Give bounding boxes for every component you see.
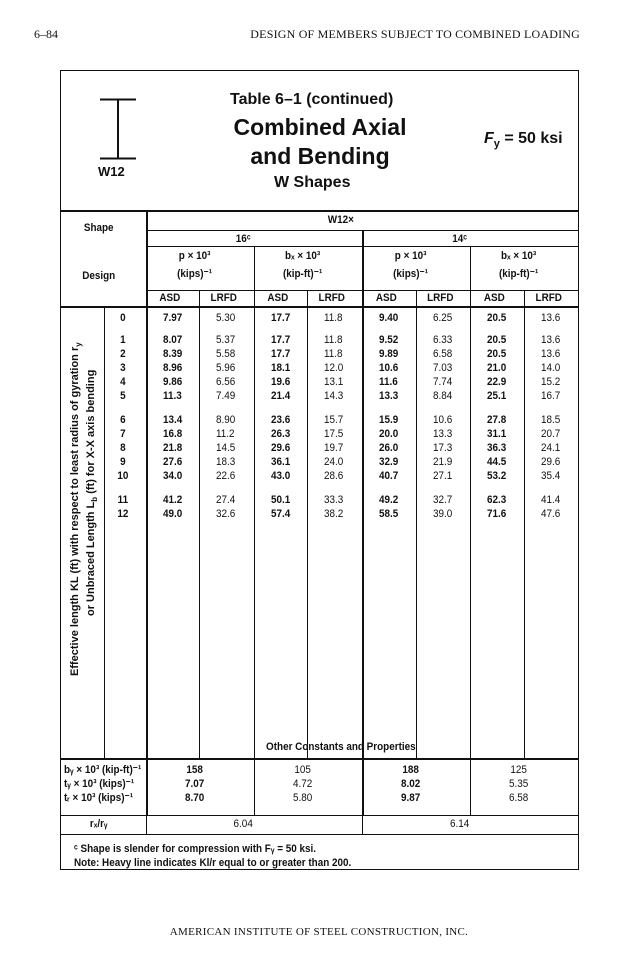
- constant-value-r2-c2: 9.87: [400, 792, 421, 804]
- cell-r1-c7: 13.6: [541, 334, 561, 346]
- ratio-label: rₓ/rᵧ: [89, 818, 108, 830]
- axis-label-sub: y: [74, 342, 83, 347]
- cell-r5-c1: 7.49: [216, 390, 236, 402]
- cell-r12-c7: 47.6: [541, 508, 561, 520]
- cell-r5-c3: 14.3: [324, 390, 344, 402]
- cell-r10-c7: 35.4: [541, 470, 561, 482]
- cell-r2-c3: 11.8: [324, 348, 343, 360]
- fy-subscript: y: [493, 138, 500, 151]
- cell-r5-c7: 16.7: [541, 390, 561, 402]
- cell-r0-c5: 6.25: [433, 312, 453, 324]
- constant-value-r1-c3: 5.35: [508, 778, 529, 790]
- cell-r8-c1: 14.5: [216, 442, 236, 454]
- cell-r0-c2: 17.7: [271, 312, 291, 324]
- cell-r10-c1: 22.6: [216, 470, 236, 482]
- cell-r12-c2: 57.4: [271, 508, 291, 520]
- cell-r6-c7: 18.5: [541, 414, 561, 426]
- cell-r9-c7: 29.6: [541, 456, 561, 468]
- cell-r1-c2: 17.7: [271, 334, 291, 346]
- design-label: Design: [82, 270, 116, 282]
- cell-r12-c1: 32.6: [216, 508, 236, 520]
- cell-r1-c4: 9.52: [379, 334, 399, 346]
- col-rule-6: [470, 246, 471, 758]
- cell-r0-c3: 11.8: [324, 312, 343, 324]
- cell-r7-c3: 17.5: [324, 428, 344, 440]
- cell-r3-c5: 7.03: [433, 362, 453, 374]
- rule-body-bottom: [60, 758, 579, 760]
- cell-r4-c6: 22.9: [487, 376, 507, 388]
- constant-value-r1-c0: 7.07: [184, 778, 205, 790]
- cell-r4-c4: 11.6: [379, 376, 398, 388]
- cell-r10-c2: 43.0: [271, 470, 291, 482]
- cell-r9-c6: 44.5: [487, 456, 507, 468]
- cell-r10-c4: 40.7: [379, 470, 399, 482]
- footnote-heavy-line: Note: Heavy line indicates Kl/r equal to or greater than 200.: [74, 857, 352, 869]
- page-number: 6–84: [34, 27, 58, 41]
- cell-r5-c4: 13.3: [379, 390, 399, 402]
- cell-r8-c2: 29.6: [271, 442, 291, 454]
- table-title: [218, 113, 422, 171]
- cell-r7-c7: 20.7: [541, 428, 561, 440]
- constant-value-r1-c1: 4.72: [292, 778, 313, 790]
- cell-r1-c5: 6.33: [433, 334, 453, 346]
- constant-value-r0-c0: 158: [186, 764, 203, 776]
- cell-r3-c1: 5.96: [216, 362, 236, 374]
- cell-r2-c0: 8.39: [163, 348, 183, 360]
- method-header-5: LRFD: [427, 292, 454, 304]
- cell-r9-c4: 32.9: [379, 456, 399, 468]
- fy-value: = 50 ksi: [499, 130, 563, 147]
- cell-r5-c5: 8.84: [433, 390, 453, 402]
- cell-r11-c0: 41.2: [163, 494, 183, 506]
- cell-r6-c5: 10.6: [433, 414, 453, 426]
- cell-r8-c0: 21.8: [163, 442, 183, 454]
- constant-value-r2-c3: 6.58: [508, 792, 529, 804]
- cell-r9-c1: 18.3: [216, 456, 236, 468]
- kl-value-3: 3: [120, 362, 126, 374]
- axis-label-sub2: b: [90, 496, 99, 502]
- constant-value-r1-c2: 8.02: [400, 778, 421, 790]
- axis-label-line2: [85, 370, 99, 616]
- cell-r1-c6: 20.5: [487, 334, 507, 346]
- kl-value-7: 7: [120, 428, 126, 440]
- cell-r0-c0: 7.97: [163, 312, 183, 324]
- cell-r2-c5: 6.58: [433, 348, 453, 360]
- cell-r6-c3: 15.7: [324, 414, 344, 426]
- kl-value-9: 9: [120, 456, 126, 468]
- cell-r11-c5: 32.7: [433, 494, 453, 506]
- cell-r3-c4: 10.6: [379, 362, 399, 374]
- rule-constants-bottom: [60, 815, 579, 816]
- footer-publisher: AMERICAN INSTITUTE OF STEEL CONSTRUCTION, INC.: [169, 926, 469, 938]
- axis-label-line2-rest: (ft) for X-X axis bending: [85, 369, 97, 497]
- method-header-3: LRFD: [318, 292, 345, 304]
- shape-14: 14ᶜ: [452, 233, 468, 245]
- cell-r11-c2: 50.1: [271, 494, 291, 506]
- cell-r7-c2: 26.3: [271, 428, 291, 440]
- shape-label: Shape: [83, 222, 114, 234]
- shape-16: 16ᶜ: [235, 233, 251, 245]
- cell-r4-c3: 13.1: [324, 376, 344, 388]
- method-header-0: ASD: [159, 292, 181, 304]
- kl-value-8: 8: [120, 442, 126, 454]
- rule-ratio-bottom: [60, 834, 579, 835]
- cell-r2-c1: 5.58: [216, 348, 236, 360]
- cell-r9-c5: 21.9: [433, 456, 453, 468]
- method-header-6: ASD: [483, 292, 505, 304]
- col-rule-4: [362, 230, 364, 758]
- cell-r7-c6: 31.1: [487, 428, 507, 440]
- constant-label-1: tᵧ × 10³ (kips)⁻¹: [64, 778, 135, 790]
- cell-r12-c6: 71.6: [487, 508, 507, 520]
- cell-r5-c0: 11.3: [163, 390, 182, 402]
- kl-value-10: 10: [117, 470, 129, 482]
- cell-r8-c6: 36.3: [487, 442, 507, 454]
- shape-family: W12×: [327, 214, 354, 226]
- cell-r6-c0: 13.4: [163, 414, 183, 426]
- group-heading-0: p × 10³: [178, 250, 211, 262]
- group-units-3: (kip-ft)⁻¹: [498, 268, 539, 280]
- cell-r2-c2: 17.7: [271, 348, 291, 360]
- group-units-1: (kip-ft)⁻¹: [282, 268, 323, 280]
- cell-r5-c2: 21.4: [271, 390, 291, 402]
- kl-value-1: 1: [120, 334, 126, 346]
- cell-r3-c3: 12.0: [324, 362, 344, 374]
- cell-r3-c7: 14.0: [541, 362, 561, 374]
- ratio-value-16: 6.04: [233, 818, 253, 830]
- cell-r2-c4: 9.89: [379, 348, 399, 360]
- method-header-7: LRFD: [535, 292, 562, 304]
- cell-r0-c6: 20.5: [487, 312, 507, 324]
- cell-r10-c0: 34.0: [163, 470, 183, 482]
- cell-r1-c1: 5.37: [216, 334, 236, 346]
- group-heading-2: p × 10³: [394, 250, 427, 262]
- cell-r10-c3: 28.6: [324, 470, 344, 482]
- table-number: Table 6–1 (continued): [230, 91, 394, 108]
- kl-value-0: 0: [120, 312, 126, 324]
- col-rule-2: [254, 246, 255, 758]
- cell-r9-c0: 27.6: [163, 456, 183, 468]
- cell-r7-c5: 13.3: [433, 428, 453, 440]
- method-header-1: LRFD: [210, 292, 237, 304]
- cell-r5-c6: 25.1: [487, 390, 507, 402]
- kl-value-12: 12: [117, 508, 129, 520]
- rule-methods: [60, 306, 579, 308]
- group-units-0: (kips)⁻¹: [177, 268, 213, 280]
- cell-r2-c7: 13.6: [541, 348, 561, 360]
- kl-value-6: 6: [120, 414, 126, 426]
- cell-r12-c5: 39.0: [433, 508, 453, 520]
- cell-r0-c4: 9.40: [379, 312, 399, 324]
- constants-heading: Other Constants and Properties: [266, 741, 416, 753]
- group-units-2: (kips)⁻¹: [393, 268, 429, 280]
- cell-r8-c3: 19.7: [324, 442, 344, 454]
- footnote-slender: ᶜ Shape is slender for compression with Fᵧ = 50 ksi.: [74, 843, 317, 855]
- cell-r3-c0: 8.96: [163, 362, 183, 374]
- ratio-value-14: 6.14: [450, 818, 470, 830]
- cell-r4-c0: 9.86: [163, 376, 183, 388]
- cell-r12-c3: 38.2: [324, 508, 344, 520]
- cell-r11-c1: 27.4: [216, 494, 236, 506]
- kl-value-4: 4: [120, 376, 126, 388]
- cell-r7-c0: 16.8: [163, 428, 183, 440]
- rule-header-top: [60, 210, 579, 212]
- constant-label-0: bᵧ × 10³ (kip-ft)⁻¹: [64, 764, 142, 776]
- table-title-line2: and Bending: [250, 143, 390, 169]
- cell-r6-c2: 23.6: [271, 414, 291, 426]
- kl-value-2: 2: [120, 348, 126, 360]
- cell-r6-c4: 15.9: [379, 414, 399, 426]
- cell-r8-c7: 24.1: [541, 442, 561, 454]
- cell-r11-c3: 33.3: [324, 494, 344, 506]
- cell-r4-c1: 6.56: [216, 376, 236, 388]
- constant-value-r0-c3: 125: [510, 764, 527, 776]
- cell-r11-c4: 49.2: [379, 494, 399, 506]
- cell-r4-c2: 19.6: [271, 376, 291, 388]
- axis-label: [64, 316, 104, 756]
- cell-r10-c5: 27.1: [433, 470, 453, 482]
- col-rule-5: [416, 290, 417, 758]
- cell-r3-c2: 18.1: [271, 362, 291, 374]
- fy-symbol: F: [484, 130, 494, 147]
- group-heading-3: bₓ × 10³: [500, 250, 537, 262]
- table-subtitle: W Shapes: [274, 174, 351, 191]
- axis-label-line2-text: or Unbraced Length L: [85, 501, 97, 616]
- constant-label-2: tᵣ × 10³ (kips)⁻¹: [64, 792, 134, 804]
- kl-value-5: 5: [120, 390, 126, 402]
- cell-r6-c1: 8.90: [216, 414, 236, 426]
- cell-r11-c7: 41.4: [541, 494, 561, 506]
- group-heading-1: bₓ × 10³: [284, 250, 321, 262]
- cell-r0-c1: 5.30: [216, 312, 236, 324]
- cell-r0-c7: 13.6: [541, 312, 561, 324]
- cell-r1-c0: 8.07: [163, 334, 183, 346]
- yield-stress: [484, 130, 563, 150]
- kl-value-11: 11: [117, 494, 129, 506]
- cell-r2-c6: 20.5: [487, 348, 507, 360]
- col-rule-7: [524, 290, 525, 758]
- cell-r3-c6: 21.0: [487, 362, 507, 374]
- constant-value-r2-c0: 8.70: [184, 792, 205, 804]
- section-label: W12: [98, 164, 125, 179]
- cell-r8-c4: 26.0: [379, 442, 399, 454]
- cell-r4-c7: 15.2: [541, 376, 561, 388]
- cell-r9-c3: 24.0: [324, 456, 344, 468]
- cell-r11-c6: 62.3: [487, 494, 507, 506]
- constant-value-r0-c2: 188: [402, 764, 419, 776]
- cell-r1-c3: 11.8: [324, 334, 343, 346]
- cell-r6-c6: 27.8: [487, 414, 507, 426]
- cell-r4-c5: 7.74: [433, 376, 453, 388]
- constant-value-r2-c1: 5.80: [292, 792, 313, 804]
- col-rule-3: [307, 290, 308, 758]
- cell-r9-c2: 36.1: [271, 456, 291, 468]
- constant-value-r0-c1: 105: [294, 764, 311, 776]
- cell-r7-c4: 20.0: [379, 428, 399, 440]
- cell-r10-c6: 53.2: [487, 470, 507, 482]
- i-beam-icon: [100, 98, 136, 160]
- chapter-title: DESIGN OF MEMBERS SUBJECT TO COMBINED LOADING: [250, 27, 580, 41]
- axis-label-line1: [69, 342, 83, 676]
- cell-r7-c1: 11.2: [216, 428, 235, 440]
- cell-r12-c0: 49.0: [163, 508, 183, 520]
- cell-r12-c4: 58.5: [379, 508, 399, 520]
- method-header-2: ASD: [267, 292, 289, 304]
- col-rule-1: [199, 290, 200, 758]
- cell-r8-c5: 17.3: [433, 442, 453, 454]
- axis-label-line1-text: Effective length KL (ft) with respect to least radius of gyration r: [69, 346, 81, 676]
- table-title-line1: Combined Axial: [233, 114, 407, 140]
- method-header-4: ASD: [375, 292, 397, 304]
